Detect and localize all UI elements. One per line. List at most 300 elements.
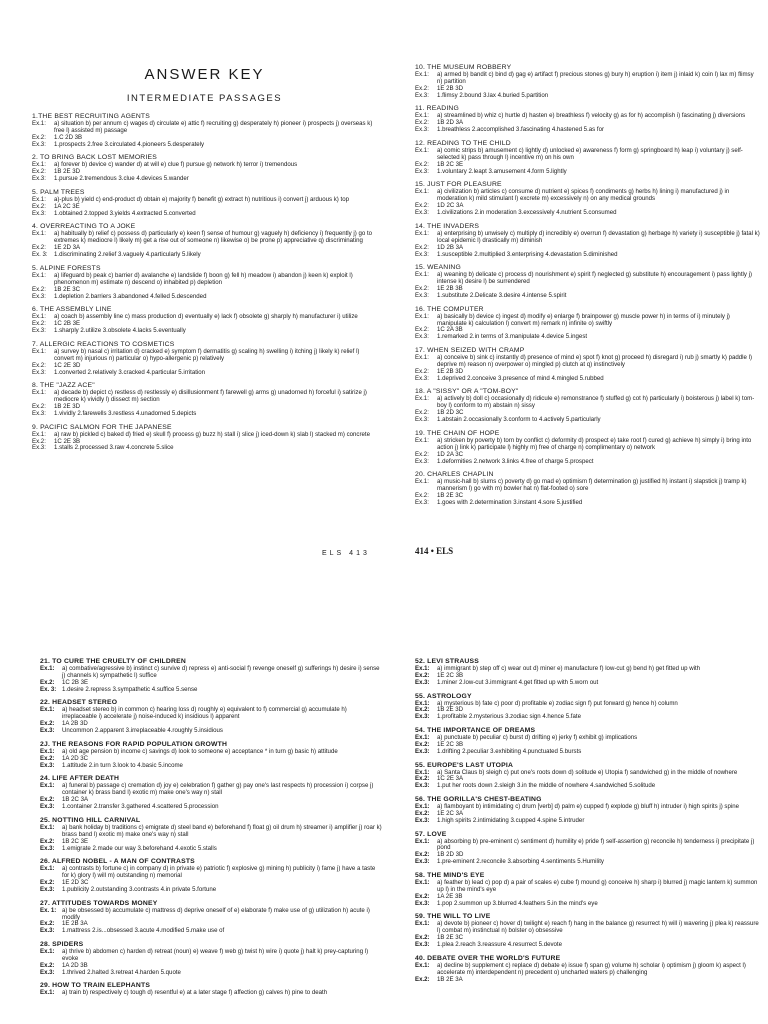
- exercise-label: Ex.2:: [415, 775, 430, 783]
- exercise-row: [32, 328, 377, 335]
- exercise-answers: 1B 2C 3A: [62, 796, 89, 804]
- exercise-label: Ex.1:: [415, 354, 429, 362]
- exercise-answers: 1.breathless 2.accomplished 3.fascinating 4.hastened 5.as for: [437, 126, 605, 134]
- exercise-label: Ex.3:: [415, 374, 429, 382]
- exercise-answers: a) feather b) lead c) pop d) a pair of scales e) cube f) mound g) conceive h) sharp i) blurred j) magic lantern k) summon up l) in the mind's eye: [437, 879, 758, 893]
- exercise-label: Ex.3:: [415, 782, 430, 790]
- answer-section: [415, 306, 760, 342]
- exercise-label: Ex.3:: [415, 899, 430, 907]
- exercise-label: Ex.1:: [32, 120, 46, 127]
- section-heading: 29. HOW TO TRAIN ELEPHANTS: [40, 982, 151, 990]
- exercise-answers: a) thrive b) abdomen c) harden d) retreat (noun) e) weave f) web g) twist h) wire i) quote j) halt k) prey-capturing l) evoke: [62, 948, 369, 962]
- exercise-label: Ex.3:: [40, 968, 55, 976]
- section-heading: 52. LEVI STRAUSS: [415, 658, 480, 665]
- answer-section: [415, 796, 760, 825]
- exercise-row: [40, 846, 382, 853]
- exercise-answers: 1.goes with 2.determination 3.instant 4.sore 5.justified: [437, 499, 583, 507]
- section-heading: 2J. THE REASONS FOR RAPID POPULATION GROWTH: [40, 740, 228, 748]
- exercise-answers: a) funeral b) passage c) cremation d) joy e) celebration f) gather g) pay one's last respects h) procession i) corpse j) container k) brass band l) exotic m) make one's way n) stall: [62, 782, 374, 797]
- exercise-answers: 1.drifting 2.peculiar 3.exhibiting 4.punctuated 5.bursts: [437, 747, 582, 755]
- exercise-label: Ex.3:: [40, 761, 55, 769]
- exercise-answers: 1.voluntary 2.leapt 3.amusement 4.form 5.lightly: [437, 167, 567, 175]
- exercise-label: Ex.3:: [415, 713, 430, 721]
- exercise-answers: a) civilization b) articles c) consume d) nutrient e) spices f) condiments g) herbs h) lining i) manufactured j) in moderation k) mild stimulant l) excrete m) excessively n) on any medical grounds: [437, 188, 730, 203]
- exercise-label: Ex.1:: [415, 395, 429, 403]
- exercise-label: Ex.1:: [40, 665, 55, 672]
- exercise-answers: a) music-hall b) slums c) poverty d) go mad e) optimism f) determination g) justified h) instant i) slapstick j) tramp k) mannerism l) go with m) bowler hat n) flat-footed o) sore: [437, 478, 747, 493]
- exercise-answers: 1.vividly 2.farewells 3.restless 4.unadorned 5.depicts: [54, 409, 197, 417]
- exercise-row: [40, 783, 382, 797]
- exercise-row: [40, 763, 382, 770]
- exercise-label: Ex.2:: [40, 837, 55, 845]
- exercise-answers: 1B 2C 3E: [62, 837, 89, 845]
- exercise-row: [40, 908, 382, 922]
- exercise-row: [40, 887, 382, 894]
- exercise-row: [415, 749, 760, 756]
- exercise-answers: 1E 2B 3B: [437, 285, 463, 293]
- exercise-row: [415, 839, 760, 853]
- exercise-row: [415, 293, 760, 300]
- section-heading: 27. ATTITUDES TOWARDS MONEY: [40, 899, 158, 907]
- exercise-row: [415, 72, 760, 86]
- exercise-label: Ex.1:: [415, 837, 430, 845]
- exercise-answers: a) headset stereo b) in common c) hearing loss d) roughly e) equivalent to f) commercial g) accumulate h) irreplaceable i) accelerate j) noise-induced k) insidious l) apparent: [62, 706, 347, 721]
- exercise-answers: a) habitually b) relief c) possess d) particularly e) keen f) sense of humour g) vaguely h) deficiency i) frequently j) go to extremes k) mediocre l) likely m) get a rise out of someone n) likewise o) be prone p) appreciative q) discriminating: [54, 230, 373, 245]
- section-heading: 22. HEADSET STEREO: [40, 699, 118, 707]
- exercise-label: Ex.1:: [415, 879, 430, 886]
- exercise-row: [415, 977, 760, 984]
- exercise-row: [415, 148, 760, 162]
- exercise-answers: 1.pre-eminent 2.reconcile 3.absorbing 4.sentiments 5.Humility: [437, 858, 604, 866]
- exercise-answers: 1D 2C 3A: [437, 202, 464, 210]
- exercise-label: Ex.2:: [32, 361, 46, 369]
- exercise-row: [415, 880, 760, 894]
- exercise-label: Ex.3:: [32, 368, 46, 376]
- exercise-answers: a) conceive b) sink c) instantly d) presence of mind e) spot f) knot g) proceed h) disregard i) rub j) smartly k) paddle l) deprive m) reason n) overpower o) mingled p) clutch at q) instinctively: [437, 354, 752, 368]
- exercise-answers: 1C 2E 3B: [54, 437, 81, 445]
- exercise-label: Ex.3:: [415, 499, 429, 507]
- answer-section: [415, 955, 760, 984]
- answer-section: [415, 181, 760, 217]
- section-heading: 21. TO CURE THE CRUELTY OF CHILDREN: [40, 658, 186, 665]
- right-column-page-414: [415, 64, 760, 513]
- exercise-label: Ex.1:: [415, 920, 430, 928]
- exercise-label: Ex.2:: [32, 133, 46, 141]
- exercise-answers: 1.obtained 2.topped 3.yields 4.extracted 5.converted: [54, 209, 196, 217]
- exercise-answers: 1.converted 2.relatively 3.cracked 4.particular 5.irritation: [54, 368, 206, 376]
- exercise-row: [40, 990, 382, 997]
- section-heading: 59. THE WILL TO LIVE: [415, 913, 491, 921]
- exercise-label: Ex.2:: [415, 160, 429, 168]
- exercise-label: Ex.3:: [32, 327, 46, 335]
- answer-section: [415, 913, 760, 949]
- exercise-row: [32, 211, 377, 218]
- exercise-row: [40, 970, 382, 977]
- answer-section: [415, 762, 760, 791]
- exercise-label: Ex.2:: [32, 168, 46, 176]
- exercise-label: Ex.2:: [415, 851, 430, 859]
- exercise-label: Ex.2:: [415, 119, 429, 127]
- exercise-answers: 1.thrived 2.halted 3.retreat 4.harden 5.quote: [62, 968, 181, 976]
- exercise-label: Ex.3:: [415, 816, 430, 824]
- exercise-answers: 1B 2E 3D: [54, 168, 81, 176]
- exercise-answers: 1A 2D 3C: [62, 754, 89, 762]
- exercise-answers: 1B 2E 3C: [437, 934, 464, 942]
- exercise-label: Ex.1:: [415, 478, 429, 486]
- exercise-label: Ex.3:: [415, 747, 430, 755]
- section-heading: 16. THE COMPUTER: [415, 305, 484, 313]
- exercise-answers: 1.mattress 2.is...obsessed 3.acute 4.modified 5.make use of: [62, 927, 225, 935]
- exercise-answers: a) mysterious b) fate c) poor d) profitable e) zodiac sign f) put forward g) hence h) column: [437, 699, 678, 707]
- exercise-row: [415, 272, 760, 286]
- exercise-label: Ex.2:: [415, 892, 430, 900]
- page-subtitle: INTERMEDIATE PASSAGES: [126, 93, 283, 104]
- exercise-label: Ex.2:: [32, 285, 46, 293]
- exercise-label: Ex.2:: [415, 202, 429, 210]
- exercise-label: Ex.1:: [415, 734, 430, 742]
- exercise-row: [415, 701, 760, 708]
- exercise-label: Ex.2:: [415, 975, 430, 983]
- exercise-answers: 1.abstain 2.occasionally 3.conform to 4.actively 5.particularly: [437, 416, 601, 424]
- section-heading: 55. EUROPE'S LAST UTOPIA: [415, 761, 514, 769]
- exercise-row: [415, 818, 760, 825]
- exercise-answers: 1C 2E 3D: [54, 361, 81, 369]
- exercise-answers: 1.high spirits 2.intimidating 3.cupped 4.spine 5.intruder: [437, 816, 585, 824]
- exercise-label: Ex.1:: [32, 230, 46, 238]
- answer-section: [40, 658, 382, 694]
- exercise-label: Ex.1:: [415, 229, 429, 237]
- exercise-answers: a) immigrant b) step off c) wear out d) miner e) manufacture f) low-cut g) bend h) get fitted up with: [437, 665, 701, 672]
- exercise-answers: 1.depletion 2.barriers 3.abandoned 4.felled 5.descended: [54, 292, 207, 300]
- exercise-label: Ex.2:: [40, 754, 55, 762]
- exercise-row: [415, 714, 760, 721]
- exercise-row: [415, 334, 760, 341]
- answer-section: [40, 941, 382, 977]
- section-heading: 7. ALLERGIC REACTIONS TO COSMETICS: [32, 340, 175, 348]
- right-column-second-page: [415, 658, 760, 989]
- exercise-answers: 1B 2E 3D: [437, 706, 464, 714]
- answer-section: [32, 424, 377, 453]
- exercise-row: [32, 294, 377, 301]
- answer-section: [32, 382, 377, 418]
- exercise-label: Ex.1:: [40, 948, 55, 956]
- exercise-label: Ex.1:: [40, 747, 55, 755]
- exercise-label: Ex.1:: [32, 161, 46, 169]
- exercise-answers: 1.deprived 2.conceive 3.presence of mind 4.mingled 5.rubbed: [437, 374, 604, 382]
- exercise-row: [32, 121, 377, 135]
- exercise-answers: 1.discriminating 2.relief 3.vaguely 4.particularly 5.likely: [54, 251, 201, 259]
- section-heading: 56. THE GORILLA'S CHEST-BEATING: [415, 796, 542, 804]
- exercise-row: [415, 355, 760, 369]
- exercise-label: Ex.2:: [40, 720, 55, 728]
- exercise-answers: 1.plea 2.reach 3.reassure 4.resurrect 5.devote: [437, 941, 562, 949]
- exercise-label: Ex.3:: [415, 858, 430, 866]
- exercise-label: Ex.2:: [415, 492, 429, 500]
- exercise-label: Ex.1:: [40, 865, 55, 873]
- exercise-label: Ex.3:: [32, 444, 46, 452]
- exercise-label: Ex.3:: [415, 457, 429, 465]
- exercise-label: Ex.3:: [415, 91, 429, 99]
- exercise-answers: a) punctuate b) peculiar c) burst d) drifting e) jerky f) exhibit g) implications: [437, 734, 638, 742]
- exercise-label: Ex. 1:: [40, 906, 57, 914]
- exercise-answers: 1E 2B 3D: [437, 84, 464, 92]
- answer-section: [32, 265, 377, 301]
- answer-section: [415, 140, 760, 176]
- exercise-row: [32, 445, 377, 452]
- section-heading: 10. THE MUSEUM ROBBERY: [415, 64, 512, 71]
- exercise-row: [32, 252, 377, 259]
- exercise-answers: 1B 2E 3C: [54, 285, 81, 293]
- exercise-answers: 1B 2D 3A: [437, 119, 464, 127]
- exercise-row: [415, 314, 760, 328]
- section-heading: 12. READING TO THE CHILD: [415, 139, 511, 147]
- exercise-row: [40, 825, 382, 839]
- exercise-label: Ex.3:: [415, 250, 429, 258]
- exercise-answers: 1.pursue 2.tremendous 3.clue 4.devices 5.wander: [54, 175, 189, 183]
- answer-section: [40, 775, 382, 811]
- section-heading: 54. THE IMPORTANCE OF DREAMS: [415, 727, 536, 735]
- left-column-page-413: [32, 60, 377, 458]
- exercise-row: [415, 231, 760, 245]
- exercise-answers: a) lifeguard b) peak c) barrier d) avalanche e) landslide f) boon g) fell h) meadow i) abandon j) keen k) exploit l) phenomenon m) estimate n) descend o) inhabited p) depletion: [54, 271, 353, 286]
- exercise-label: Ex.3:: [32, 209, 46, 217]
- exercise-label: Ex.2:: [415, 809, 430, 817]
- exercise-answers: 1.publicity 2.outstanding 3.contrasts 4.in private 5.fortune: [62, 885, 217, 893]
- answer-section: [415, 658, 760, 687]
- answer-section: [415, 264, 760, 300]
- exercise-label: Ex.3:: [415, 126, 429, 134]
- exercise-answers: a) stricken by poverty b) torn by conflict c) deformity d) prospect e) take root f) cured g) achieve h) simply i) bring into action j) link k) participate l) highly m) free of charge n) complimentary o) network: [437, 436, 752, 451]
- exercise-label: Ex.2:: [415, 740, 430, 748]
- exercise-answers: 1.susceptible 2.multiplied 3.enterprising 4.devastation 5.diminished: [437, 250, 618, 258]
- exercise-row: [32, 162, 377, 169]
- exercise-row: [32, 370, 377, 377]
- exercise-row: [40, 804, 382, 811]
- exercise-answers: a) survey b) nasal c) irritation d) cracked e) symptom f) dermatitis g) scaling h) swelling i) itching j) likely k) relief l) convert m) injurious n) particular o) hypo-allergenic p) relatively: [54, 347, 360, 362]
- answer-section: [415, 347, 760, 383]
- exercise-answers: 1A 2E 3B: [437, 892, 463, 900]
- exercise-label: Ex. 3:: [32, 251, 48, 259]
- exercise-answers: 1.civilizations 2.in moderation 3.excessively 4.nutrient 5.consumed: [437, 209, 617, 217]
- exercise-label: Ex.2:: [415, 450, 429, 458]
- exercise-label: Ex.2:: [415, 409, 429, 417]
- exercise-answers: 1.sharply 2.utilize 3.obsolete 4.lacks 5.eventually: [54, 327, 186, 335]
- exercise-answers: 1.prospects 2.free 3.circulated 4.pioneers 5.desperately: [54, 140, 205, 148]
- exercise-answers: a) streamlined b) whiz c) hurtle d) hasten e) breathless f) velocity g) as for h) accomplish i) fascinating j) diversions: [437, 112, 746, 120]
- exercise-answers: 1E 2D 3A: [54, 244, 81, 252]
- exercise-row: [40, 728, 382, 735]
- exercise-answers: a) train b) respectively c) tough d) resentful e) at a later stage f) affection g) calves h) pine to death: [62, 989, 328, 997]
- exercise-answers: a) comic strips b) amusement c) lightly d) unlocked e) awareness f) form g) springboard h) leap i) voluntary j) self-selected k) pass through l) incentive m) on his own: [437, 146, 743, 161]
- exercise-answers: a)-plus b) yield c) end-product d) obtain e) majority f) benefit g) extract h) nutritious i) convert j) arduous k) top: [54, 195, 349, 203]
- exercise-row: [415, 113, 760, 120]
- exercise-answers: 1B 2D 3D: [437, 851, 464, 859]
- exercise-answers: a) contrasts b) fortune c) in company d) in private e) patriotic f) explosive g) mining h) publicity i) fame j) have a taste for k) glory l) will m) outstanding n) memorial: [62, 865, 376, 880]
- exercise-label: Ex.1:: [415, 699, 430, 707]
- section-heading: 26. ALFRED NOBEL - A MAN OF CONTRASTS: [40, 858, 195, 866]
- answer-section: [32, 341, 377, 377]
- exercise-row: [415, 189, 760, 203]
- exercise-label: Ex.1:: [40, 782, 55, 790]
- section-heading: 40. DEBATE OVER THE WORLD'S FUTURE: [415, 954, 561, 962]
- exercise-answers: 1E 2B 3D: [437, 367, 464, 375]
- section-heading: 55. ASTROLOGY: [415, 692, 472, 700]
- exercise-answers: 1B 2E 3D: [54, 403, 81, 411]
- exercise-label: Ex.1:: [40, 823, 55, 831]
- exercise-answers: a) basically b) device c) ingest d) modify e) enlarge f) brainpower g) muscle power h) in terms of i) minutely j) manipulate k) calculation l) convert m) remark n) infinite o) swiftly: [437, 312, 730, 327]
- exercise-row: [415, 666, 760, 673]
- exercise-label: Ex.3:: [415, 941, 430, 949]
- exercise-answers: a) decade b) depict c) restless d) restlessly e) disillusionment f) farewell g) arms g) unadorned h) forceful i) satirize j) mediocre k) vividly l) dissect m) section: [54, 389, 367, 404]
- exercise-row: [415, 127, 760, 134]
- exercise-answers: 1.desire 2.repress 3.sympathetic 4.suffice 5.sense: [62, 685, 198, 693]
- exercise-label: Ex.2:: [32, 437, 46, 445]
- exercise-label: Ex.2:: [40, 920, 55, 928]
- section-heading: 2. TO BRING BACK LOST MEMORIES: [32, 154, 157, 162]
- answer-section: [415, 64, 760, 100]
- exercise-row: [415, 783, 760, 790]
- exercise-answers: Uncommon 2.apparent 3.irreplaceable 4.roughly 5.insidious: [62, 727, 223, 735]
- answer-section: [415, 388, 760, 424]
- left-column-second-page: [40, 658, 382, 1003]
- exercise-label: Ex.1:: [415, 665, 430, 672]
- exercise-row: [415, 459, 760, 466]
- answer-section: [40, 699, 382, 735]
- exercise-row: [40, 707, 382, 721]
- answer-section: [32, 223, 377, 259]
- exercise-label: Ex.2:: [415, 243, 429, 251]
- exercise-row: [40, 666, 382, 680]
- exercise-row: [32, 142, 377, 149]
- answer-section: [32, 189, 377, 218]
- exercise-answers: a) old age pension b) income c) savings d) look to someone e) acceptance * in turn g) basic h) attitude: [62, 747, 338, 755]
- exercise-row: [415, 804, 760, 811]
- section-heading: 14. THE INVADERS: [415, 222, 480, 230]
- answer-section: [415, 693, 760, 722]
- section-heading: 6. THE ASSEMBLY LINE: [32, 306, 112, 314]
- exercise-row: [415, 963, 760, 977]
- exercise-label: Ex.1:: [32, 313, 46, 321]
- exercise-answers: 1.container 2.transfer 3.gathered 4.scattered 5.procession: [62, 803, 219, 811]
- exercise-row: [32, 197, 377, 204]
- exercise-label: Ex.2:: [415, 934, 430, 942]
- exercise-answers: 1B 2D 3C: [437, 409, 464, 417]
- exercise-label: Ex.2:: [32, 320, 46, 328]
- exercise-answers: 1.put her roots down 2.sleigh 3.in the middle of nowhere 4.sandwiched 5.solitude: [437, 782, 656, 790]
- exercise-label: Ex.2:: [40, 961, 55, 969]
- answer-section: [415, 430, 760, 466]
- answer-section: [415, 872, 760, 908]
- exercise-label: Ex.3:: [415, 678, 430, 686]
- exercise-answers: a) absorbing b) pre-eminent c) sentiment d) humility e) pride f) self-assertion g) reconcile h) tenderness i) precipitate j) pond: [437, 837, 755, 852]
- section-heading: 1.THE BEST RECRUITING AGENTS: [32, 113, 151, 120]
- exercise-row: [32, 273, 377, 287]
- section-heading: 5. PALM TREES: [32, 188, 85, 196]
- exercise-answers: a) weaning b) delicate c) process d) nourishment e) spirit f) neglected g) substitute h) encouragement i) pass lightly j) intense k) desire l) be surrendered: [437, 271, 752, 286]
- exercise-answers: 1.substitute 2.Delicate 3.desire 4.intense 5.spirit: [437, 291, 567, 299]
- answer-section: [415, 223, 760, 259]
- exercise-label: Ex.3:: [415, 167, 429, 175]
- exercise-answers: a) flamboyant b) intimidating c) drum [verb] d) palm e) cupped f) explode g) bluff h) intruder i) high spirits j) spine: [437, 803, 740, 811]
- exercise-answers: a) be obsessed b) accumulate c) mattress d) deprive oneself of e) elaborate f) make use of g) utilization h) acute i) modify: [62, 906, 370, 921]
- exercise-label: Ex.1:: [415, 436, 429, 444]
- exercise-row: [415, 210, 760, 217]
- answer-section: [40, 900, 382, 936]
- exercise-label: Ex. 3:: [40, 685, 57, 693]
- exercise-label: Ex.1:: [415, 71, 429, 78]
- section-heading: 19. THE CHAIN OF HOPE: [415, 429, 500, 437]
- exercise-label: Ex.3:: [32, 292, 46, 300]
- exercise-label: Ex.1:: [415, 768, 430, 776]
- exercise-answers: a) forever b) device c) wander d) at will e) clue f) pursue g) network h) terror i) tremendous: [54, 161, 298, 169]
- exercise-label: Ex.1:: [415, 188, 429, 196]
- exercise-answers: 1D 2B 3A: [437, 243, 464, 251]
- page-number-414: 414 • ELS: [415, 546, 454, 556]
- exercise-answers: 1.miner 2.low-cut 3.immigrant 4.get fitted up with 5.worn out: [437, 678, 599, 686]
- exercise-row: [415, 680, 760, 687]
- exercise-label: Ex.1:: [415, 961, 430, 969]
- exercise-answers: 1E 2C 3B: [437, 740, 464, 748]
- answer-section: [415, 727, 760, 756]
- exercise-answers: 1.deformities 2.network 3.links 4.free of charge 5.prospect: [437, 457, 594, 465]
- exercise-row: [32, 349, 377, 363]
- section-heading: 28. SPIDERS: [40, 941, 84, 949]
- exercise-answers: 1B 2E 3C: [437, 492, 464, 500]
- exercise-row: [40, 866, 382, 880]
- exercise-label: Ex.2:: [32, 202, 46, 210]
- exercise-answers: a) armed b) bandit c) bind d) gag e) artifact f) precious stones g) bury h) eruption i) item j) inlaid k) coin l) lax m) flimsy n) partition: [437, 71, 754, 85]
- exercise-row: [32, 176, 377, 183]
- exercise-answers: 1C 2B 3E: [62, 678, 89, 686]
- section-heading: 4. OVERREACTING TO A JOKE: [32, 223, 136, 231]
- exercise-answers: 1C 2B 3E: [54, 320, 81, 328]
- section-heading: 9. PACIFIC SALMON FOR THE JAPANESE: [32, 423, 172, 431]
- exercise-answers: 1.emigrate 2.made our way 3.beforehand 4.exotic 5.stalls: [62, 844, 217, 852]
- answer-section: [40, 982, 382, 997]
- exercise-answers: 1B 2E 3A: [437, 975, 463, 983]
- exercise-row: [415, 942, 760, 949]
- exercise-label: Ex.1:: [32, 389, 46, 397]
- exercise-label: Ex.3:: [32, 140, 46, 148]
- exercise-row: [415, 735, 760, 742]
- exercise-answers: 1.stalls 2.processed 3.raw 4.concrete 5.slice: [54, 444, 174, 452]
- exercise-label: Ex.3:: [415, 291, 429, 299]
- exercise-label: Ex.2:: [40, 796, 55, 804]
- exercise-label: Ex.1:: [32, 430, 46, 438]
- exercise-label: Ex.3:: [415, 333, 429, 341]
- exercise-row: [32, 314, 377, 321]
- exercise-answers: 1E 2C 3B: [437, 671, 464, 679]
- exercise-answers: 1C 2E 3A: [437, 775, 464, 783]
- exercise-label: Ex.2:: [32, 244, 46, 252]
- exercise-answers: 1.profitable 2.mysterious 3.zodiac sign 4.hence 5.fate: [437, 713, 581, 721]
- exercise-row: [415, 438, 760, 452]
- exercise-label: Ex.3:: [40, 727, 55, 735]
- exercise-answers: 1A 2D 3B: [62, 961, 88, 969]
- exercise-row: [40, 749, 382, 756]
- second-page-spread: [0, 655, 768, 1024]
- exercise-label: Ex.2:: [415, 706, 430, 714]
- exercise-row: [415, 921, 760, 935]
- exercise-label: Ex.1:: [415, 803, 430, 811]
- exercise-answers: a) devote b) pioneer c) hover d) twilight e) reach f) hang in the balance g) resurrect h) will i) wavering j) plea k) reassure l) combat m) instinctual n) bolster o) obsessive: [437, 920, 759, 935]
- answer-section: [40, 858, 382, 894]
- answer-section: [32, 154, 377, 183]
- exercise-answers: 1E 2D 3C: [62, 879, 89, 887]
- section-heading: 58. THE MIND'S EYE: [415, 872, 485, 879]
- exercise-row: [415, 901, 760, 908]
- exercise-label: Ex.1:: [32, 195, 46, 203]
